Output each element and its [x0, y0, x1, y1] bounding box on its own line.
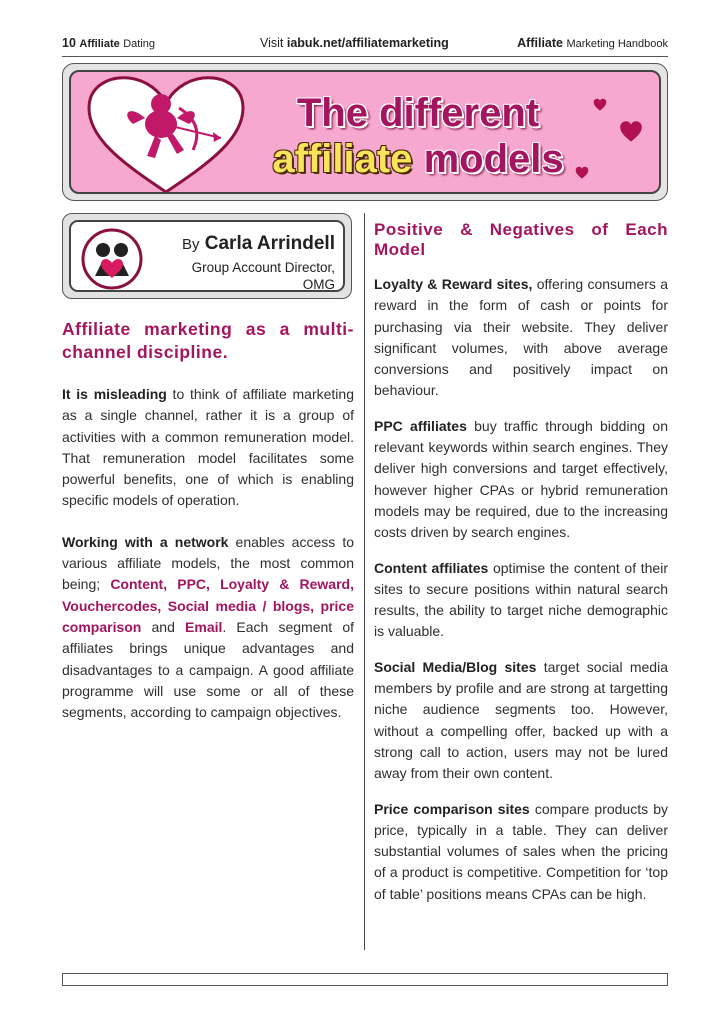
- paragraph-ppc: PPC affiliates buy traffic through bidding on relevant keywords within search engines. They deliver high conversions and target effectively, however higher CPAs or hybrid remuneration models may be required, due to the increasing costs driven by search engines.: [374, 417, 669, 541]
- author-role: Group Account Director, OMG: [191, 260, 335, 292]
- right-column: [374, 220, 668, 905]
- paragraph-intro: It is misleading to think of affiliate marketing as a single channel, rather it is a group of activities with a common remuneration model. That remuneration model facilitates some powerful benefits, one of which is enabling specific models of operation.: [62, 386, 354, 509]
- header-url-link[interactable]: iabuk.net/affiliatemarketing: [286, 36, 449, 50]
- paragraph-content: Content affiliates optimise the content of their sites to secure positions within natural search results, the ability to target niche demographic is valuable.: [374, 559, 668, 640]
- right-heading: Positive & Negatives of Each Model: [374, 220, 668, 259]
- paragraph-loyalty: Loyalty & Reward sites, offering consumers a reward in the form of cash or points for purchasing via their website. They deliver significant volumes, with above average conversions and positively impact on behaviour.: [374, 276, 669, 399]
- author-name: By Carla Arrindell: [181, 233, 335, 254]
- header-visit: Visit iabuk.net/affiliatemarketing: [260, 36, 449, 50]
- small-heart-icon: [575, 166, 589, 180]
- header-book-title: Affiliate Marketing Handbook: [517, 36, 668, 50]
- page-title: The different affiliate models: [272, 91, 564, 181]
- title-banner: [62, 63, 668, 201]
- author-box: [62, 213, 352, 299]
- paragraph-network: Working with a network enables access to various affiliate models, the most common being; Content, PPC, Loyalty & Reward, Vouchercodes, Social media / blogs, price comparison and Email. Each segment of affiliates brings unique advantages and disadvantages to a campaign. A good affiliate programme will use some or all of these segments, according to campaign objectives.: [62, 533, 355, 721]
- company-logo-icon: [81, 228, 143, 290]
- column-divider: [364, 213, 365, 950]
- header-divider: [62, 56, 668, 57]
- paragraph-social: Social Media/Blog sites target social media members by profile and are strong at targetting niche audience segments too. However, without a compelling offer, backed up with a strong call to action, users may not be lured away from their own content.: [374, 658, 668, 782]
- cupid-heart-icon: [81, 74, 251, 194]
- left-heading: Affiliate marketing as a multi-channel discipline.: [62, 319, 354, 362]
- left-column: [62, 318, 354, 723]
- running-header: [62, 30, 668, 52]
- large-heart-icon: [619, 120, 643, 144]
- paragraph-price: Price comparison sites compare products by price, typically in a table. They can deliver substantial volumes of sales when the pricing of a product is competitive. Competition for ‘top of table’ positions means CPAs can be high.: [374, 800, 669, 902]
- title-banner-inner: [69, 70, 661, 194]
- author-box-inner: [69, 220, 345, 292]
- header-section: 10 Affiliate Dating: [62, 36, 156, 50]
- small-heart-icon: [593, 98, 607, 112]
- footer-bar: [62, 973, 668, 986]
